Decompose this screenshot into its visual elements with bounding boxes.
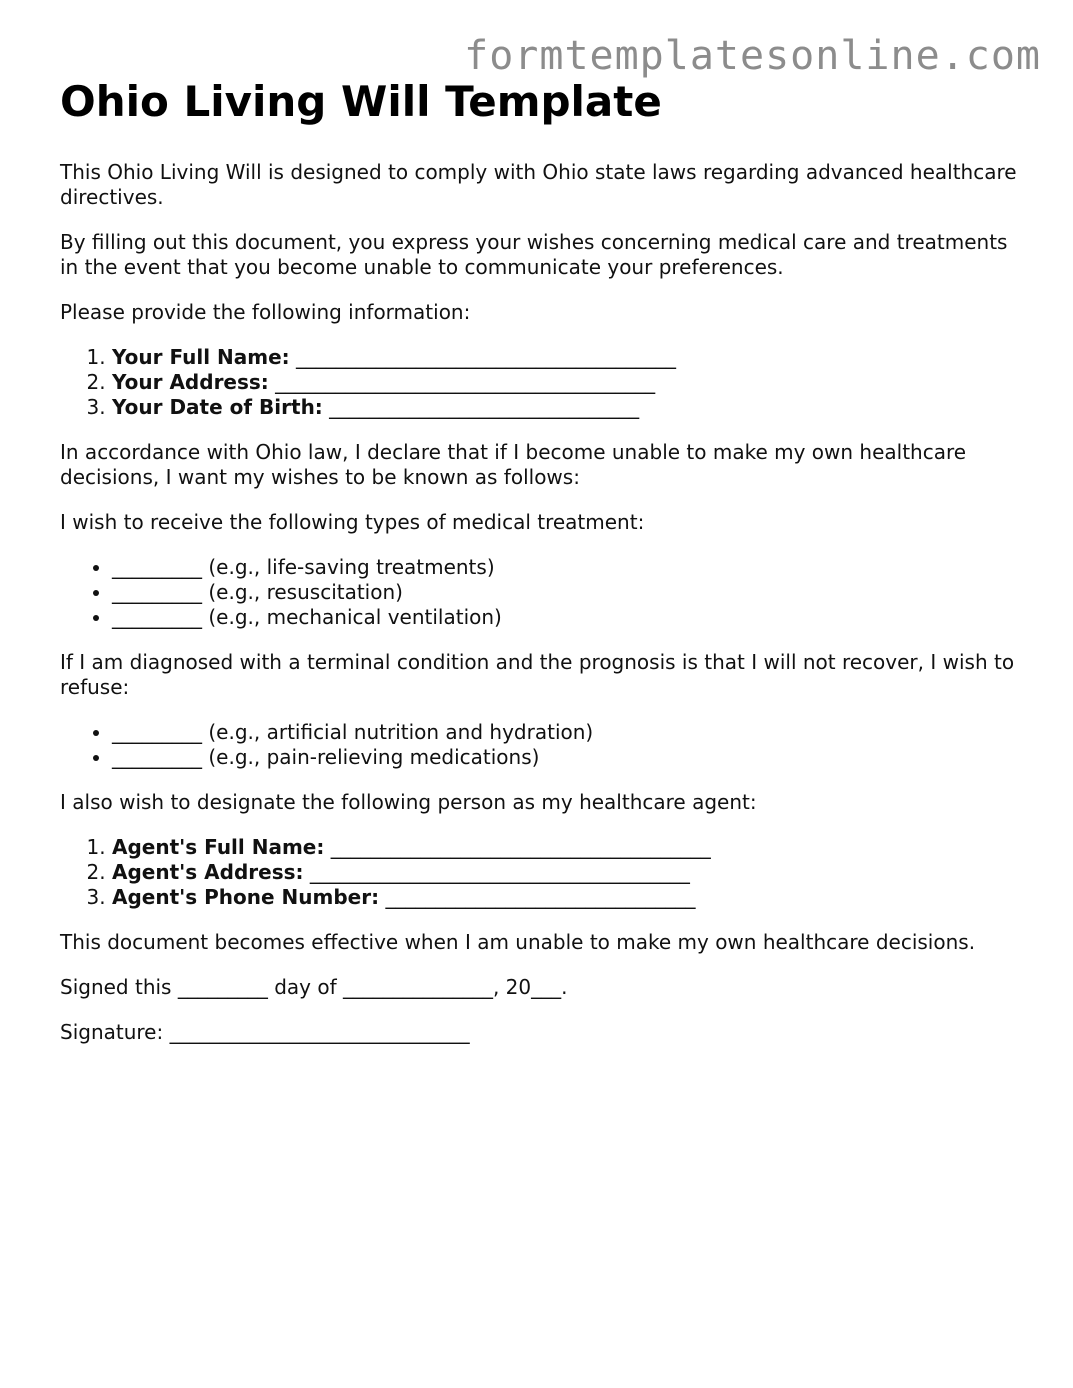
watermark: formtemplatesonline.com bbox=[464, 33, 1041, 79]
field-blank: ______________________________________ bbox=[330, 835, 711, 859]
agent-info-list bbox=[60, 835, 1030, 910]
field-label: Agent's Full Name: bbox=[112, 835, 325, 859]
list-item: • _________ (e.g., mechanical ventilation) bbox=[112, 605, 1030, 630]
field-label: Your Full Name: bbox=[112, 345, 290, 369]
personal-info-list bbox=[60, 345, 1030, 420]
field-label: Agent's Address: bbox=[112, 860, 304, 884]
field-blank: _______________________________ bbox=[329, 395, 640, 419]
field-label: Agent's Phone Number: bbox=[112, 885, 380, 909]
declaration-paragraph: In accordance with Ohio law, I declare that if I become unable to make my own healthcare decisions, I want my wishes to be known as follows: bbox=[60, 440, 967, 489]
field-blank: ______________________________________ bbox=[275, 370, 656, 394]
list-item: • _________ (e.g., resuscitation) bbox=[112, 580, 1030, 605]
list-item: • _________ (e.g., pain-relieving medications) bbox=[112, 745, 1030, 770]
agent-field-phone-number bbox=[112, 885, 1030, 910]
receive-treatment-list bbox=[60, 555, 1030, 630]
agent-field-full-name bbox=[112, 835, 1030, 860]
refuse-treatment-list bbox=[60, 720, 1030, 770]
personal-field-address bbox=[112, 370, 1030, 395]
list-item: • _________ (e.g., artificial nutrition and hydration) bbox=[112, 720, 1030, 745]
field-label: Your Date of Birth: bbox=[112, 395, 323, 419]
effective-paragraph: This document becomes effective when I am unable to make my own healthcare decisions. bbox=[60, 930, 976, 954]
intro-paragraph-2: By filling out this document, you express your wishes concerning medical care and treatments in the event that you become unable to communicate your preferences. bbox=[60, 230, 1008, 279]
page-title: Ohio Living Will Template bbox=[60, 77, 662, 126]
field-blank: ______________________________________ bbox=[296, 345, 677, 369]
agent-prompt: I also wish to designate the following person as my healthcare agent: bbox=[60, 790, 757, 814]
intro-paragraph-1: This Ohio Living Will is designed to comply with Ohio state laws regarding advanced healthcare directives. bbox=[60, 160, 1017, 209]
receive-prompt: I wish to receive the following types of medical treatment: bbox=[60, 510, 645, 534]
agent-field-address bbox=[112, 860, 1030, 885]
refuse-prompt: If I am diagnosed with a terminal condition and the prognosis is that I will not recover, I wish to refuse: bbox=[60, 650, 1015, 699]
signature-line: Signature: ______________________________ bbox=[60, 1020, 470, 1044]
personal-field-date-of-birth bbox=[112, 395, 1030, 420]
info-prompt: Please provide the following information: bbox=[60, 300, 471, 324]
document-page bbox=[60, 78, 1030, 1065]
signed-date-line: Signed this _________ day of _______________, 20___. bbox=[60, 975, 568, 999]
field-label: Your Address: bbox=[112, 370, 269, 394]
personal-field-full-name bbox=[112, 345, 1030, 370]
field-blank: ______________________________________ bbox=[309, 860, 690, 884]
list-item: • _________ (e.g., life-saving treatments) bbox=[112, 555, 1030, 580]
field-blank: _______________________________ bbox=[385, 885, 696, 909]
